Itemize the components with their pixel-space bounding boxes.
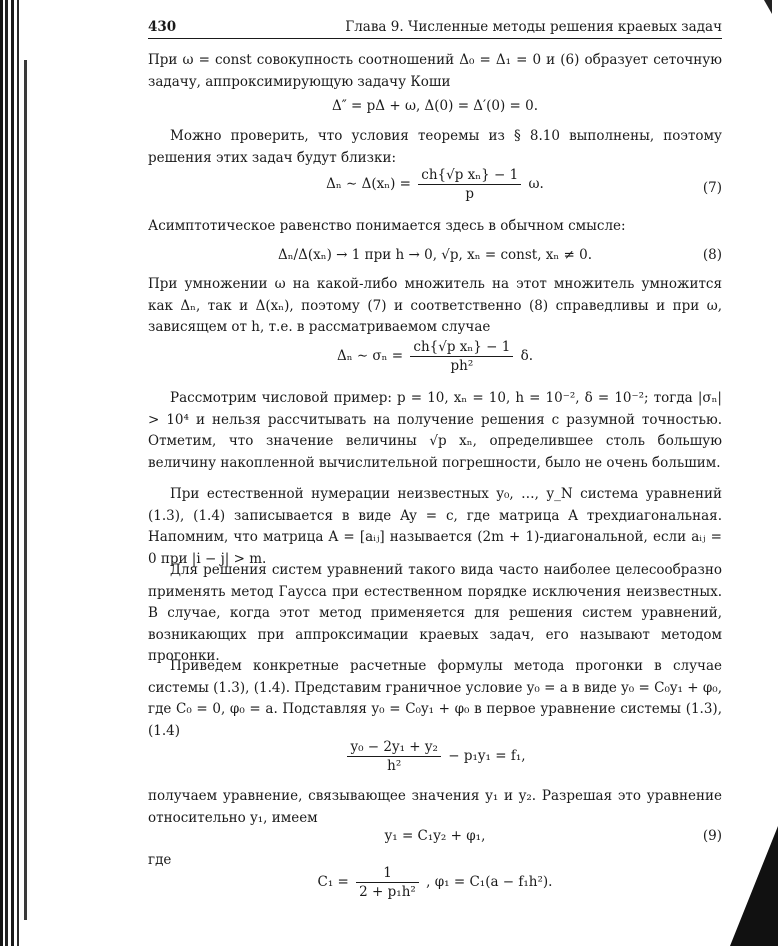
fraction-numerator: ch{√p xₙ} − 1 — [421, 167, 519, 183]
equation-text: y₁ = C₁y₂ + φ₁, — [384, 828, 486, 844]
equation-tail: − p₁y₁ = f₁, — [448, 748, 526, 764]
equation-lhs: C₁ = — [317, 874, 349, 890]
paragraph-3 — [148, 216, 722, 238]
equation-number: (9) — [702, 828, 722, 844]
paragraph-text: Можно проверить, что условия теоремы из § 8.10 выполнены, поэтому решения этих задач будут близки: — [148, 128, 722, 166]
equation-lhs: Δₙ ∼ σₙ = — [336, 348, 404, 364]
equation-9 — [148, 826, 722, 848]
page-header — [148, 16, 722, 39]
page-number: 430 — [148, 19, 177, 35]
paragraph-7 — [148, 560, 722, 668]
running-title: Глава 9. Численные методы решения краевых задач — [345, 19, 722, 35]
equation-cauchy — [148, 96, 722, 118]
paragraph-text: Приведем конкретные расчетные формулы метода прогонки в случае системы (1.3), (1.4). Представим граничное условие y₀ = a в виде y₀ = C₀y₁ + φ₀, где C₀ = 0, φ₀ = a. Подставляя y₀ = C₀y₁ + φ₀ в первое уравнение системы (1.3), (1.4) — [148, 658, 722, 739]
paragraph-text: Асимптотическое равенство понимается здесь в обычном смысле: — [148, 218, 626, 234]
fraction-numerator: 1 — [383, 865, 392, 881]
equation-text: Δ″ = pΔ + ω, Δ(0) = Δ′(0) = 0. — [331, 98, 539, 114]
equation-system — [148, 738, 722, 775]
fraction — [347, 738, 441, 775]
fraction-numerator: y₀ − 2y₁ + y₂ — [350, 739, 438, 755]
paragraph-5 — [148, 388, 722, 474]
equation-7 — [148, 166, 722, 203]
equation-tail: δ. — [520, 348, 534, 364]
equation-sigma — [148, 338, 722, 375]
equation-tail: ω. — [528, 176, 544, 192]
paragraph-text: получаем уравнение, связывающее значения y₁ и y₂. Разрешая это уравнение относительно y₁, имеем — [148, 788, 722, 826]
scan-corner-mark-top — [764, 0, 772, 14]
fraction-denominator: h² — [347, 756, 441, 775]
paragraph-text: где — [148, 852, 172, 868]
paragraph-1 — [148, 50, 722, 93]
paragraph-4 — [148, 274, 722, 339]
fraction-numerator: ch{√p xₙ} − 1 — [413, 339, 511, 355]
scan-corner-shadow — [730, 826, 778, 946]
fraction — [356, 864, 419, 901]
paragraph-text: При естественной нумерации неизвестных y₀, …, y_N система уравнений (1.3), (1.4) записывается в виде Ay = c, где матрица A трехдиагональная. Напомним, что матрица A = [aᵢⱼ] называется (2m + 1)-диагональной, если aᵢⱼ = 0 при |i − j| > m. — [148, 486, 722, 567]
paragraph-text: При умножении ω на какой-либо множитель на этот множитель умножится как Δₙ, так и Δ(xₙ), поэтому (7) и соответственно (8) справедливы и при ω, зависящем от h, т.е. в рассматриваемом случае — [148, 276, 722, 336]
equation-number: (7) — [702, 180, 722, 196]
paragraph-8 — [148, 656, 722, 742]
fraction-denominator: ph² — [410, 356, 513, 375]
paragraph-text: Для решения систем уравнений такого вида часто наиболее целесообразно применять метод Гаусса при естественном порядке исключения неизвестных. В случае, когда этот метод применяется для решения систем уравнений, возникающих при аппроксимации краевых задач, его называют методом прогонки. — [148, 562, 722, 665]
equation-text: Δₙ/Δ(xₙ) → 1 при h → 0, √p, xₙ = const, xₙ ≠ 0. — [277, 247, 593, 263]
equation-tail: , φ₁ = C₁(a − f₁h²). — [426, 874, 553, 890]
fraction-denominator: p — [418, 184, 521, 203]
paragraph-text: При ω = const совокупность соотношений Δ₀ = Δ₁ = 0 и (6) образует сеточную задачу, аппроксимирующую задачу Коши — [148, 52, 722, 90]
fraction — [418, 166, 521, 203]
scan-binding-shadow — [0, 0, 24, 946]
fraction-denominator: 2 + p₁h² — [356, 882, 419, 901]
paragraph-2 — [148, 126, 722, 169]
fraction — [410, 338, 513, 375]
equation-8 — [148, 245, 722, 267]
equation-lhs: Δₙ ∼ Δ(xₙ) = — [326, 176, 411, 192]
paragraph-text: Рассмотрим числовой пример: p = 10, xₙ = 10, h = 10⁻², δ = 10⁻²; тогда |σₙ| > 10⁴ и нельзя рассчитывать на получение решения с разумной точностью. Отметим, что значение величины √p xₙ, определившее столь большую величину накопленной вычислительной погрешности, было не очень большим. — [148, 390, 722, 471]
equation-c1 — [148, 864, 722, 901]
paragraph-6 — [148, 484, 722, 570]
equation-number: (8) — [702, 247, 722, 263]
paragraph-9 — [148, 786, 722, 829]
